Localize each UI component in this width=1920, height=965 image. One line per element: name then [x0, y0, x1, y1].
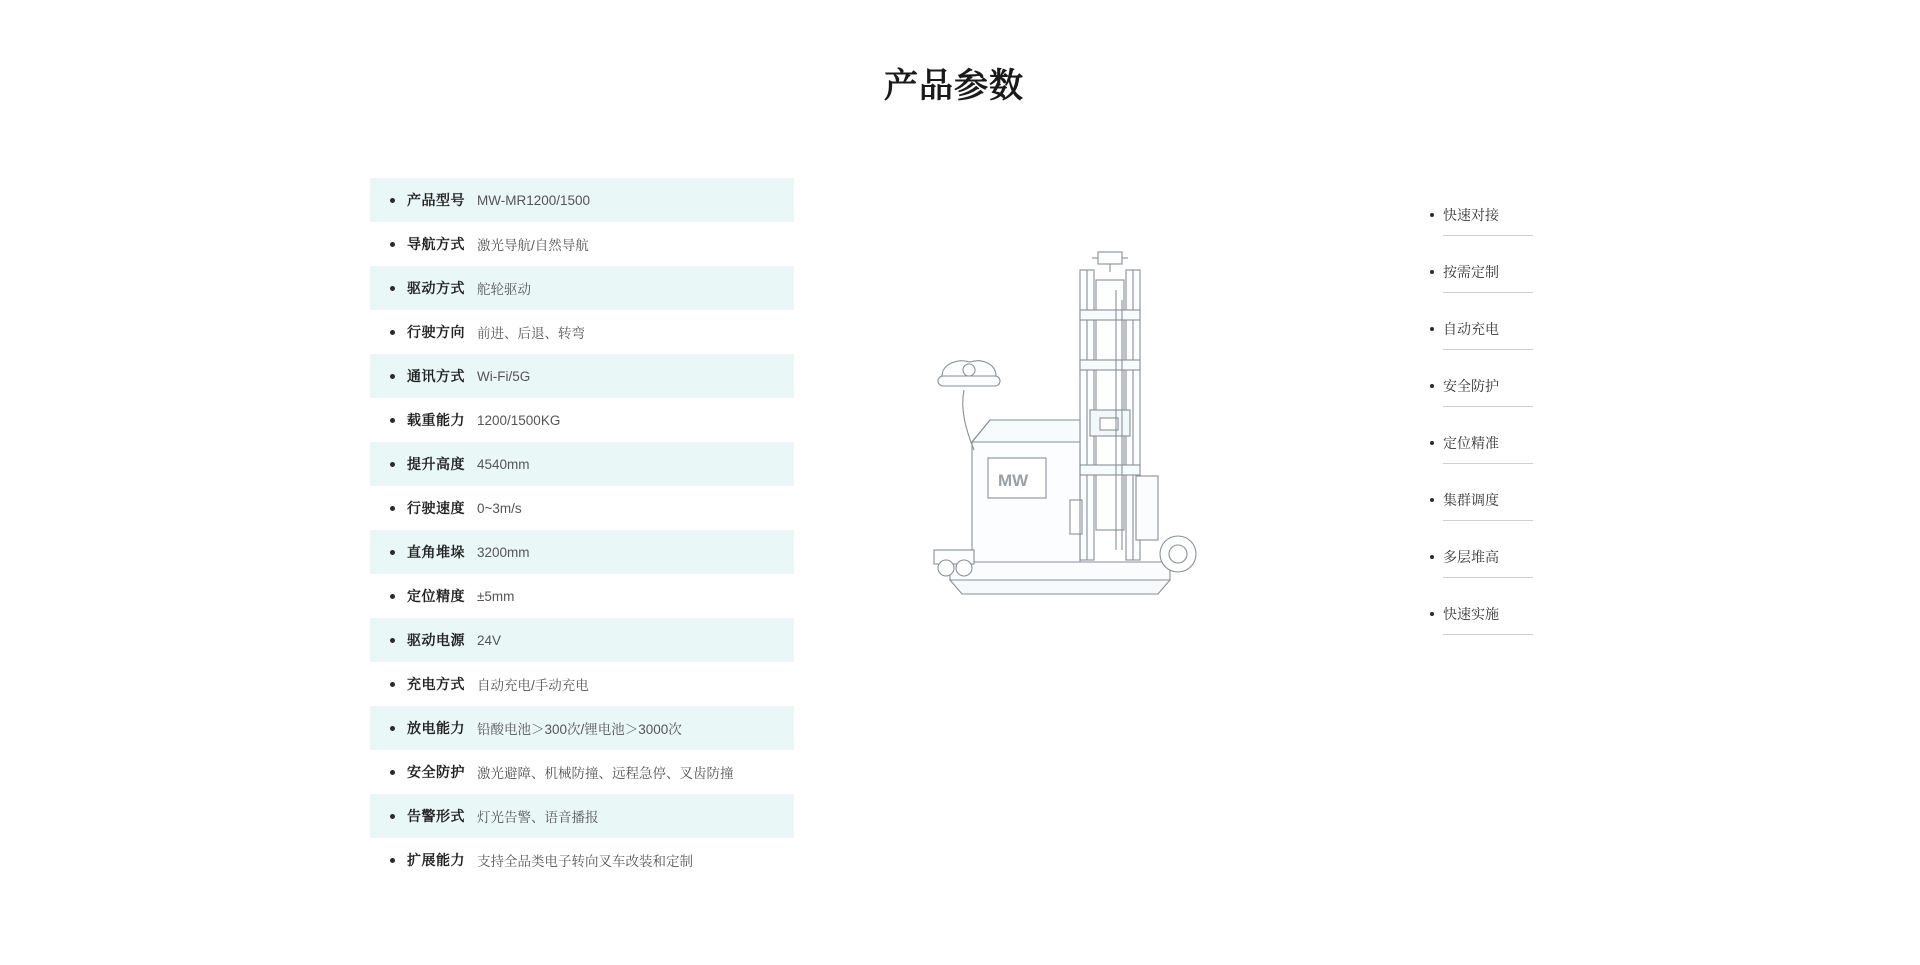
- feature-label: 快速对接: [1443, 207, 1499, 223]
- table-row: [370, 266, 794, 310]
- spec-value: Wi-Fi/5G: [477, 368, 531, 384]
- bullet-icon: [390, 770, 395, 775]
- bullet-icon: [390, 330, 395, 335]
- spec-value: 3200mm: [477, 544, 530, 560]
- bullet-icon: [390, 286, 395, 291]
- spec-value: 4540mm: [477, 456, 530, 472]
- spec-label: 直角堆垛: [407, 544, 465, 560]
- list-item: [1430, 205, 1560, 236]
- bullet-icon: [390, 594, 395, 599]
- list-item: [1430, 319, 1560, 350]
- bullet-icon: [1430, 213, 1434, 217]
- table-row: [370, 750, 794, 794]
- spec-value: 舵轮驱动: [477, 282, 531, 297]
- table-row: [370, 354, 794, 398]
- feature-label: 多层堆高: [1443, 549, 1499, 565]
- feature-label: 快速实施: [1443, 606, 1499, 622]
- spec-label: 充电方式: [407, 676, 465, 692]
- bullet-icon: [390, 858, 395, 863]
- list-item: [1430, 547, 1560, 578]
- spec-value: 铅酸电池＞300次/锂电池＞3000次: [477, 722, 682, 737]
- spec-label: 放电能力: [407, 720, 465, 736]
- spec-label: 驱动方式: [407, 280, 465, 296]
- page-title: 产品参数: [884, 67, 1024, 105]
- spec-label: 提升高度: [407, 456, 465, 472]
- spec-value: 自动充电/手动充电: [477, 678, 589, 693]
- divider: [1443, 463, 1533, 464]
- table-row: [370, 398, 794, 442]
- bullet-icon: [390, 506, 395, 511]
- table-row: [370, 706, 794, 750]
- feature-label: 集群调度: [1443, 492, 1499, 508]
- spec-label: 安全防护: [407, 764, 465, 780]
- spec-value: MW-MR1200/1500: [477, 192, 591, 208]
- table-row: [370, 794, 794, 838]
- divider: [1443, 235, 1533, 236]
- bullet-icon: [390, 726, 395, 731]
- bullet-icon: [1430, 612, 1434, 616]
- bullet-icon: [1430, 498, 1434, 502]
- bullet-icon: [390, 198, 395, 203]
- divider: [1443, 406, 1533, 407]
- feature-label: 定位精准: [1443, 435, 1499, 451]
- table-row: [370, 178, 794, 222]
- spec-table: [370, 178, 794, 882]
- spec-value: 激光导航/自然导航: [477, 238, 589, 253]
- spec-label: 行驶速度: [407, 500, 465, 516]
- list-item: [1430, 433, 1560, 464]
- bullet-icon: [390, 638, 395, 643]
- bullet-icon: [1430, 270, 1434, 274]
- spec-label: 导航方式: [407, 236, 465, 252]
- feature-list: [1430, 205, 1560, 661]
- table-row: [370, 442, 794, 486]
- table-row: [370, 574, 794, 618]
- spec-value: 支持全品类电子转向叉车改装和定制: [477, 854, 693, 869]
- divider: [1443, 349, 1533, 350]
- bullet-icon: [1430, 441, 1434, 445]
- list-item: [1430, 490, 1560, 521]
- divider: [1443, 520, 1533, 521]
- spec-value: 灯光告警、语音播报: [477, 810, 599, 825]
- spec-label: 驱动电源: [407, 632, 465, 648]
- bullet-icon: [390, 374, 395, 379]
- bullet-icon: [390, 418, 395, 423]
- bullet-icon: [390, 814, 395, 819]
- table-row: [370, 310, 794, 354]
- list-item: [1430, 262, 1560, 293]
- divider: [1443, 292, 1533, 293]
- bullet-icon: [1430, 384, 1434, 388]
- spec-value: 前进、后退、转弯: [477, 326, 585, 341]
- feature-label: 按需定制: [1443, 264, 1499, 280]
- spec-label: 扩展能力: [407, 852, 465, 868]
- list-item: [1430, 604, 1560, 635]
- bullet-icon: [390, 682, 395, 687]
- table-row: [370, 618, 794, 662]
- table-row: [370, 222, 794, 266]
- divider: [1443, 577, 1533, 578]
- spec-label: 行驶方向: [407, 324, 465, 340]
- spec-label: 通讯方式: [407, 368, 465, 384]
- table-row: [370, 486, 794, 530]
- spec-label: 告警形式: [407, 808, 465, 824]
- spec-value: 激光避障、机械防撞、远程急停、叉齿防撞: [477, 766, 734, 781]
- table-row: [370, 530, 794, 574]
- spec-value: ±5mm: [477, 588, 515, 604]
- bullet-icon: [390, 242, 395, 247]
- bullet-icon: [1430, 555, 1434, 559]
- feature-label: 安全防护: [1443, 378, 1499, 394]
- list-item: [1430, 376, 1560, 407]
- svg-text:MW: MW: [998, 471, 1029, 490]
- feature-label: 自动充电: [1443, 321, 1499, 337]
- spec-label: 产品型号: [407, 192, 465, 208]
- spec-value: 0~3m/s: [477, 500, 522, 516]
- bullet-icon: [390, 550, 395, 555]
- forklift-agv-line-drawing: [930, 250, 1270, 610]
- spec-value: 1200/1500KG: [477, 412, 561, 428]
- spec-label: 载重能力: [407, 412, 465, 428]
- bullet-icon: [390, 462, 395, 467]
- divider: [1443, 634, 1533, 635]
- table-row: [370, 662, 794, 706]
- spec-label: 定位精度: [407, 588, 465, 604]
- table-row: [370, 838, 794, 882]
- spec-value: 24V: [477, 632, 502, 648]
- bullet-icon: [1430, 327, 1434, 331]
